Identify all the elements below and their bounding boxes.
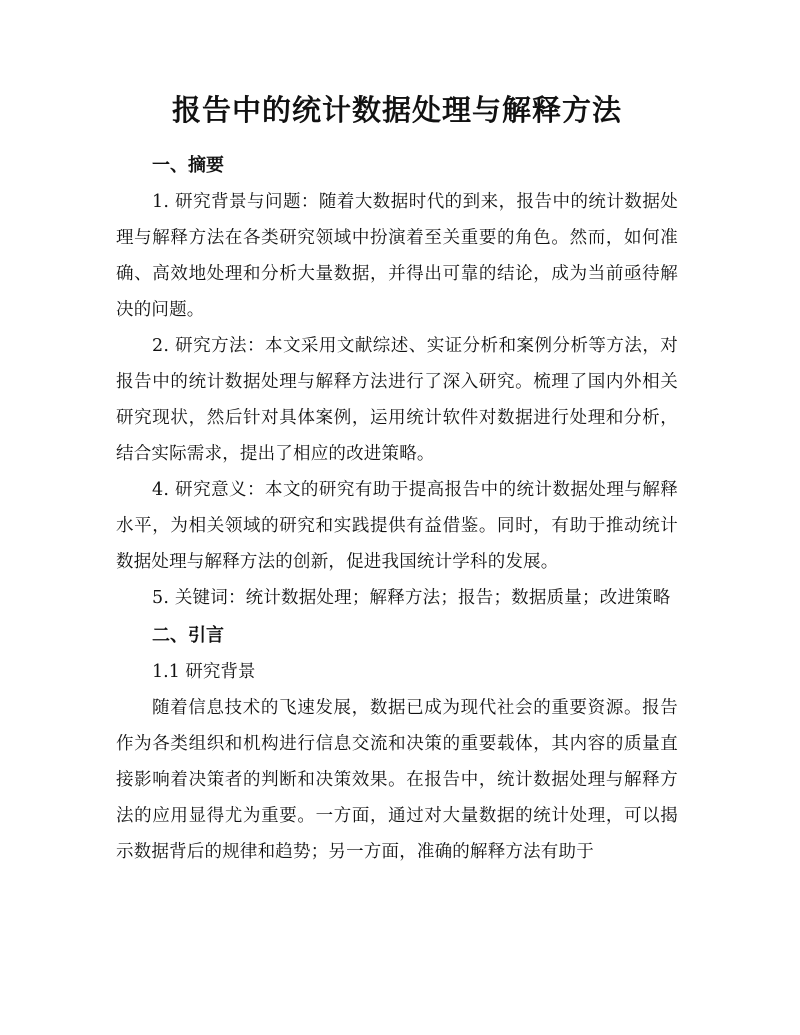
abstract-paragraph-background: 1. 研究背景与问题：随着大数据时代的到来，报告中的统计数据处理与解释方法在各类研究领域中扮演着至关重要的角色。然而，如何准确、高效地处理和分析大量数据，并得出可靠的结论，成为当前亟待解决的问题。: [116, 192, 678, 320]
section-heading-abstract: 一、摘要: [152, 155, 224, 176]
introduction-paragraph: 随着信息技术的飞速发展，数据已成为现代社会的重要资源。报告作为各类组织和机构进行信息交流和决策的重要载体，其内容的质量直接影响着决策者的判断和决策效果。在报告中，统计数据处理与解释方法的应用显得尤为重要。一方面，通过对大量数据的统计处理，可以揭示数据背后的规律和趋势；另一方面，准确的解释方法有助于: [116, 698, 678, 862]
subsection-heading-background: 1.1 研究背景: [152, 662, 256, 682]
abstract-paragraph-keywords: 5. 关键词：统计数据处理；解释方法；报告；数据质量；改进策略: [152, 588, 671, 608]
abstract-paragraph-significance: 4. 研究意义：本文的研究有助于提高报告中的统计数据处理与解释水平，为相关领域的研究和实践提供有益借鉴。同时，有助于推动统计数据处理与解释方法的创新，促进我国统计学科的发展。: [116, 480, 678, 572]
section-heading-introduction: 二、引言: [152, 625, 224, 646]
abstract-paragraph-methods: 2. 研究方法：本文采用文献综述、实证分析和案例分析等方法，对报告中的统计数据处理与解释方法进行了深入研究。梳理了国内外相关研究现状，然后针对具体案例，运用统计软件对数据进行处理和分析，结合实际需求，提出了相应的改进策略。: [116, 336, 678, 464]
document-title: 报告中的统计数据处理与解释方法: [171, 93, 622, 127]
